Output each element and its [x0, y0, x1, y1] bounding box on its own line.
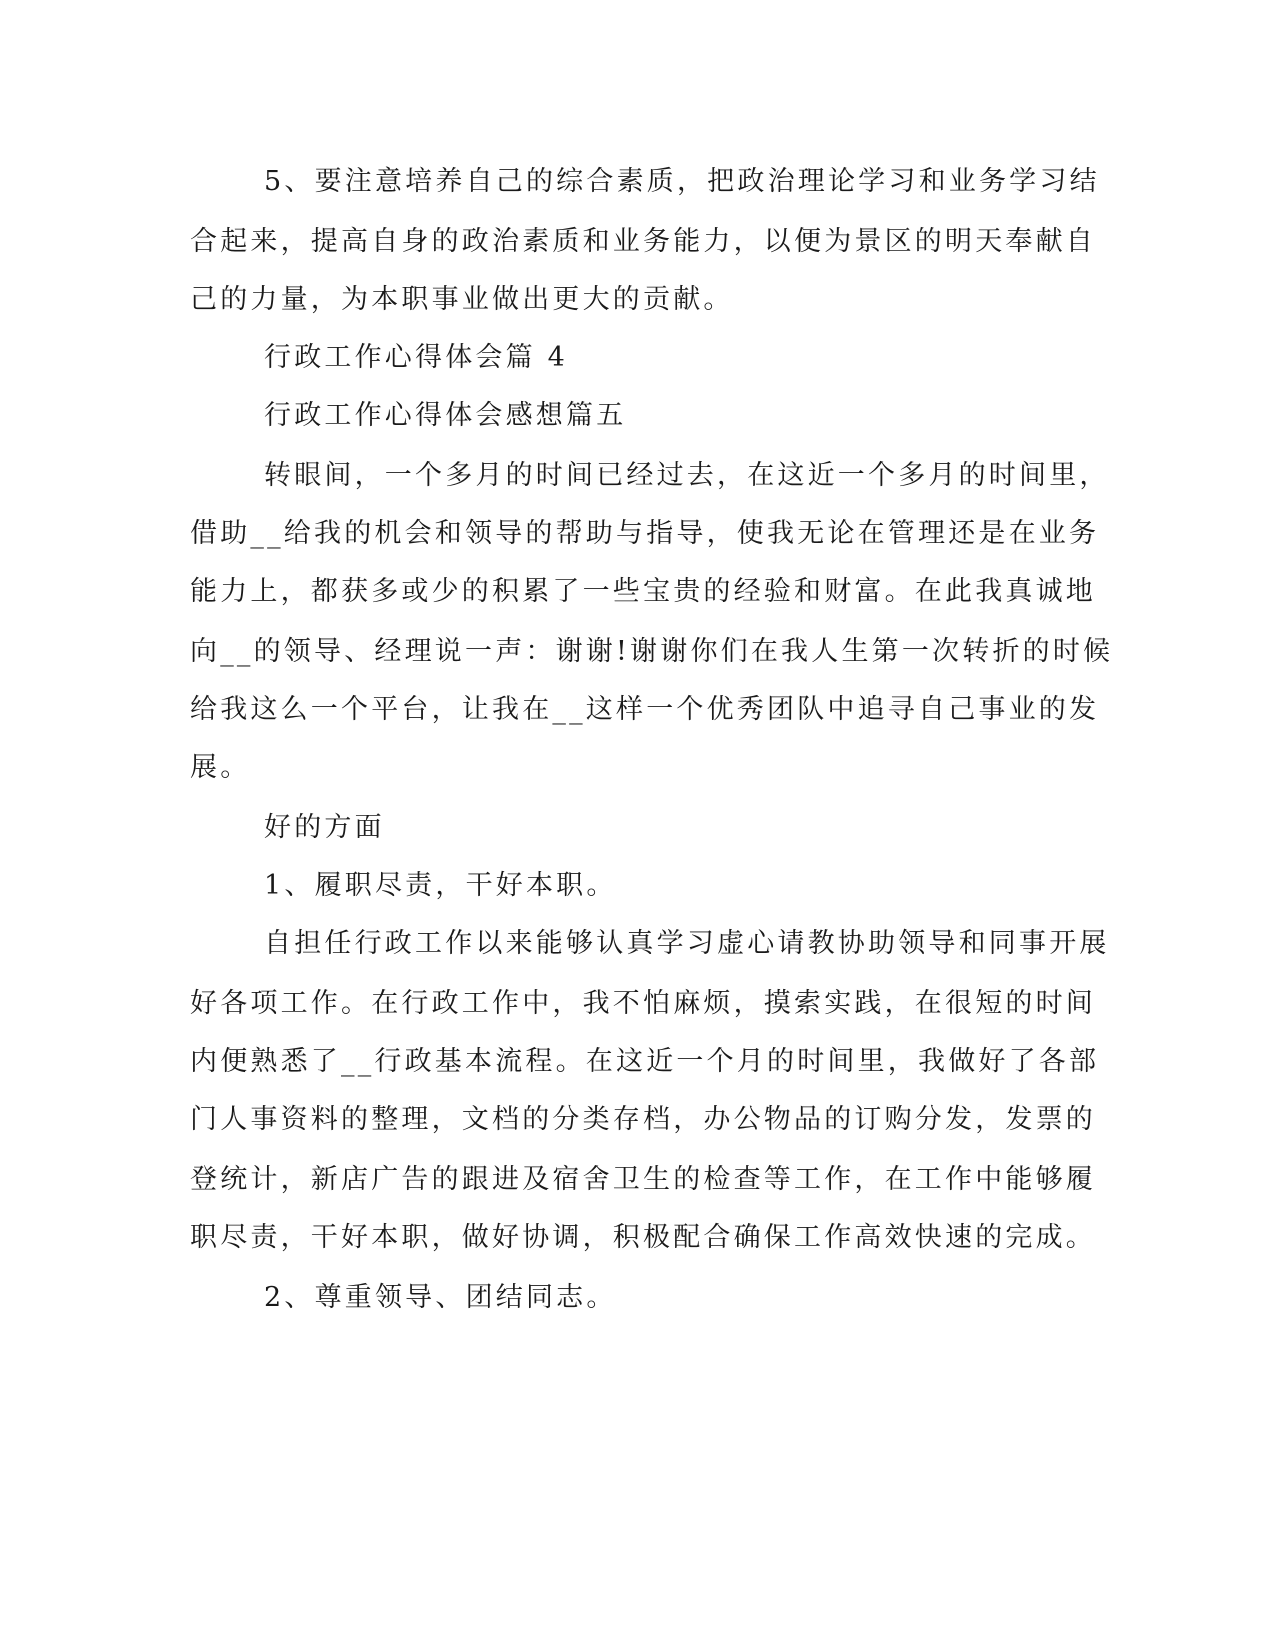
item-1-paragraph-line-6: 职尽责，干好本职，做好协调，积极配合确保工作高效快速的完成。 [190, 1222, 1096, 1253]
paragraph-5-line-3: 己的力量，为本职事业做出更大的贡献。 [190, 284, 734, 315]
section-heading-5: 行政工作心得体会感想篇五 [264, 400, 627, 431]
intro-paragraph-line-6: 展。 [190, 752, 251, 783]
intro-paragraph-line-3: 能力上，都获多或少的积累了一些宝贵的经验和财富。在此我真诚地 [190, 576, 1096, 607]
intro-paragraph-line-5: 给我这么一个平台，让我在__这样一个优秀团队中追寻自己事业的发 [190, 694, 1100, 725]
subheading-good-aspects: 好的方面 [264, 812, 385, 843]
item-1-paragraph-line-4: 门人事资料的整理，文档的分类存档，办公物品的订购分发，发票的 [190, 1104, 1096, 1135]
intro-paragraph-line-1: 转眼间，一个多月的时间已经过去，在这近一个多月的时间里， [264, 460, 1110, 491]
item-1-paragraph-line-1: 自担任行政工作以来能够认真学习虚心请教协助领导和同事开展 [264, 928, 1110, 959]
item-1-paragraph-line-2: 好各项工作。在行政工作中，我不怕麻烦，摸索实践，在很短的时间 [190, 988, 1096, 1019]
list-item-2-heading: 2、尊重领导、团结同志。 [264, 1282, 617, 1313]
section-heading-4: 行政工作心得体会篇 4 [264, 342, 568, 373]
paragraph-5-line-1: 5、要注意培养自己的综合素质，把政治理论学习和业务学习结 [264, 166, 1100, 197]
intro-paragraph-line-4: 向__的领导、经理说一声：谢谢!谢谢你们在我人生第一次转折的时候 [190, 636, 1114, 667]
list-item-1-heading: 1、履职尽责，干好本职。 [264, 870, 617, 901]
item-1-paragraph-line-5: 登统计，新店广告的跟进及宿舍卫生的检查等工作，在工作中能够履 [190, 1164, 1096, 1195]
intro-paragraph-line-2: 借助__给我的机会和领导的帮助与指导，使我无论在管理还是在业务 [190, 518, 1100, 549]
item-1-paragraph-line-3: 内便熟悉了__行政基本流程。在这近一个月的时间里，我做好了各部 [190, 1046, 1100, 1077]
paragraph-5-line-2: 合起来，提高自身的政治素质和业务能力，以便为景区的明天奉献自 [190, 226, 1096, 257]
